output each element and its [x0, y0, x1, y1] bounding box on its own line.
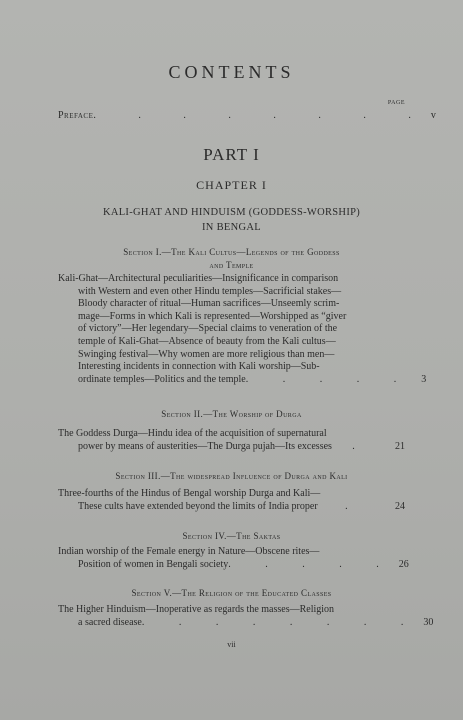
entry-line: Three-fourths of the Hindus of Bengal worship Durga and Kali— — [58, 488, 321, 499]
leader-dots: . . . . . — [245, 373, 413, 385]
section-entry — [58, 428, 405, 453]
chapter-subtitle-line: KALI-GHAT AND HINDUISM (GODDESS-WORSHIP) — [102, 207, 361, 218]
part-title: PART I — [203, 145, 260, 164]
entry-line: The Goddess Durga—Hindu idea of the acquisition of supernatural — [58, 428, 327, 439]
entry-last-line — [58, 373, 427, 387]
entry-line: a sacred disease — [78, 616, 142, 628]
entry-line: Position of women in Bengali society — [78, 558, 229, 570]
entry-line: Indian worship of the Female energy in Nature—Obscene rites— — [58, 546, 320, 557]
contents-title: CONTENTS — [168, 62, 295, 82]
entry-line: Interesting incidents in connection with Kali worship—Sub- — [78, 361, 320, 373]
entry-line: Swinging festival—Why women are more religious than men— — [78, 348, 335, 360]
preface-page: v — [430, 110, 436, 121]
entry-page-number: 24 — [395, 500, 405, 512]
section-heading-line: Section II.—The Worship of Durga — [161, 409, 302, 419]
section-heading-line: Section V.—The Religion of the Educated Classes — [131, 588, 332, 598]
section-entry — [58, 604, 434, 629]
leader-dots: . — [345, 500, 364, 512]
entry-last-line — [58, 558, 409, 572]
entry-page-number: 26 — [398, 558, 409, 570]
section-heading-line: Section IV.—The Saktas — [182, 531, 281, 541]
entry-last-line — [58, 501, 405, 514]
section-heading-line: and Temple — [209, 260, 254, 270]
entry-line: The Higher Hinduism—Inoperative as regards the masses—Religion — [58, 604, 335, 615]
leader-dots: . . . . . — [228, 558, 395, 570]
section-heading — [0, 470, 463, 483]
page-column-label: PAGE — [387, 100, 405, 106]
preface-label: Preface — [58, 110, 94, 121]
chapter-subtitle-line: IN BENGAL — [202, 222, 261, 233]
leader-dots: . — [352, 440, 371, 452]
entry-page-number: 3 — [421, 373, 427, 385]
preface-entry — [58, 110, 436, 121]
entry-line: with Western and even other Hindu temples—Sacrificial stakes— — [78, 285, 342, 297]
leader-dots: . . . . . . . . — [93, 110, 431, 121]
section-heading — [0, 587, 463, 600]
entry-page-number: 21 — [395, 440, 405, 452]
section-entry — [58, 273, 427, 386]
entry-line: of victory”—Her legendary—Special claims to veneration of the — [78, 323, 338, 335]
folio-page-number: vii — [227, 640, 236, 649]
entry-line: power by means of austerities—The Durga pujah—Its excesses — [78, 440, 332, 452]
section-heading-line: Section III.—The widespread Influence of Durga and Kali — [115, 471, 348, 481]
leader-dots: . . . . . . . . — [141, 616, 420, 628]
chapter-subtitle — [60, 205, 403, 235]
entry-page-number: 30 — [423, 616, 434, 628]
section-heading — [0, 408, 463, 421]
section-entry — [58, 488, 405, 513]
section-heading — [0, 530, 463, 543]
section-entry — [58, 546, 409, 571]
entry-line: Bloody character of ritual—Human sacrifices—Unseemly scrim- — [78, 298, 340, 310]
entry-last-line — [58, 441, 405, 454]
entry-line: temple of Kali-Ghat—Absence of beauty from the Kali cultus— — [78, 335, 336, 347]
entry-line: ordinate temples—Politics and the temple — [78, 373, 246, 385]
entry-line: mage—Forms in which Kali is represented—Worshipped as “giver — [78, 310, 347, 322]
entry-line: These cults have extended beyond the limits of India proper — [78, 500, 318, 512]
section-heading-line: Section I.—The Kali Cultus—Legends of the Goddess — [123, 247, 340, 257]
entry-last-line — [58, 616, 434, 630]
entry-line: Kali-Ghat—Architectural peculiarities—Insignificance in comparison — [58, 273, 339, 284]
section-heading — [0, 246, 463, 272]
chapter-title: CHAPTER I — [196, 178, 267, 192]
